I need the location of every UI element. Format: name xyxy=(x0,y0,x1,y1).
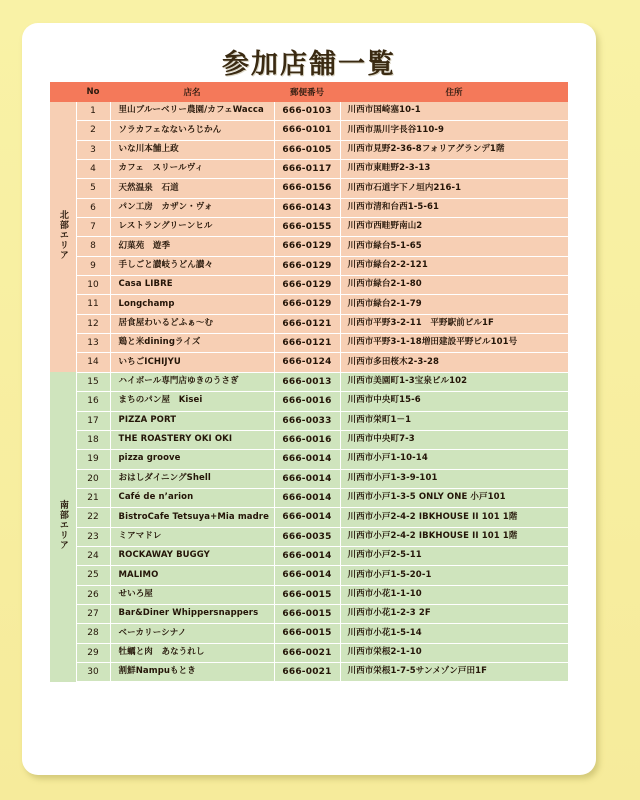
cell-no: 1 xyxy=(76,102,110,121)
cell-zip: 666-0124 xyxy=(274,353,340,372)
table-row xyxy=(50,160,568,179)
cell-no: 2 xyxy=(76,121,110,140)
cell-no: 10 xyxy=(76,276,110,295)
area-label-cell-north xyxy=(50,102,76,372)
cell-zip: 666-0143 xyxy=(274,198,340,217)
table-row xyxy=(50,604,568,623)
cell-name: PIZZA PORT xyxy=(110,411,274,430)
cell-address: 川西市小戸1-3-5 ONLY ONE 小戸101 xyxy=(340,488,568,507)
cell-no: 4 xyxy=(76,160,110,179)
cell-no: 21 xyxy=(76,488,110,507)
cell-zip: 666-0021 xyxy=(274,643,340,662)
table-header xyxy=(50,82,568,102)
area-label-text: 北部エリア xyxy=(57,210,68,261)
column-header-no: No xyxy=(76,82,110,102)
cell-address: 川西市見野2-36-8フォリアグランデ1階 xyxy=(340,140,568,159)
table-row xyxy=(50,198,568,217)
cell-name: Casa LIBRE xyxy=(110,276,274,295)
table-row xyxy=(50,585,568,604)
cell-name: THE ROASTERY OKI OKI xyxy=(110,430,274,449)
cell-no: 30 xyxy=(76,662,110,681)
table-body xyxy=(50,102,568,682)
table-row xyxy=(50,624,568,643)
cell-no: 14 xyxy=(76,353,110,372)
cell-name: ベーカリーシナノ xyxy=(110,624,274,643)
cell-address: 川西市中央町15-6 xyxy=(340,392,568,411)
cell-name: MALIMO xyxy=(110,566,274,585)
column-header-area xyxy=(50,82,76,102)
cell-zip: 666-0121 xyxy=(274,314,340,333)
cell-name: BistroCafe Tetsuya+Mia madre xyxy=(110,508,274,527)
table-row xyxy=(50,295,568,314)
cell-zip: 666-0015 xyxy=(274,624,340,643)
cell-zip: 666-0021 xyxy=(274,662,340,681)
area-label-cell-south xyxy=(50,372,76,682)
cell-no: 7 xyxy=(76,218,110,237)
cell-name: 割鮮Nampuもとき xyxy=(110,662,274,681)
cell-name: おはしダイニングShell xyxy=(110,469,274,488)
cell-no: 17 xyxy=(76,411,110,430)
cell-no: 27 xyxy=(76,604,110,623)
cell-address: 川西市多田桜木2-3-28 xyxy=(340,353,568,372)
cell-address: 川西市平野3-1-18増田建設平野ビル101号 xyxy=(340,334,568,353)
cell-no: 8 xyxy=(76,237,110,256)
store-table xyxy=(50,82,568,682)
cell-name: Café de n’arion xyxy=(110,488,274,507)
cell-no: 3 xyxy=(76,140,110,159)
cell-name: ROCKAWAY BUGGY xyxy=(110,546,274,565)
cell-zip: 666-0129 xyxy=(274,295,340,314)
cell-address: 川西市小花1-2-3 2F xyxy=(340,604,568,623)
cell-name: カフェ スリールヴィ xyxy=(110,160,274,179)
cell-zip: 666-0155 xyxy=(274,218,340,237)
table-row xyxy=(50,334,568,353)
cell-name: ハイボール専門店ゆきのうさぎ xyxy=(110,372,274,391)
cell-name: Longchamp xyxy=(110,295,274,314)
cell-address: 川西市平野3-2-11 平野駅前ビル1F xyxy=(340,314,568,333)
cell-address: 川西市西畦野南山2 xyxy=(340,218,568,237)
cell-zip: 666-0014 xyxy=(274,450,340,469)
table-row xyxy=(50,469,568,488)
cell-zip: 666-0129 xyxy=(274,237,340,256)
cell-zip: 666-0156 xyxy=(274,179,340,198)
table-row xyxy=(50,372,568,391)
cell-zip: 666-0014 xyxy=(274,566,340,585)
cell-address: 川西市美園町1-3宝泉ビル102 xyxy=(340,372,568,391)
cell-no: 23 xyxy=(76,527,110,546)
cell-address: 川西市栄根1-7-5サンメゾン戸田1F xyxy=(340,662,568,681)
table-row xyxy=(50,102,568,121)
cell-no: 20 xyxy=(76,469,110,488)
cell-zip: 666-0014 xyxy=(274,488,340,507)
cell-name: レストラングリーンヒル xyxy=(110,218,274,237)
table-row xyxy=(50,430,568,449)
table-row xyxy=(50,566,568,585)
cell-address: 川西市小戸2-5-11 xyxy=(340,546,568,565)
cell-name: 里山ブルーベリー農園/カフェWacca xyxy=(110,102,274,121)
table-row xyxy=(50,314,568,333)
table-row xyxy=(50,276,568,295)
cell-zip: 666-0013 xyxy=(274,372,340,391)
table-header-row xyxy=(50,82,568,102)
store-table-container xyxy=(50,82,568,682)
cell-address: 川西市栄町1－1 xyxy=(340,411,568,430)
table-row xyxy=(50,508,568,527)
cell-name: 牡蠣と肉 あなうれし xyxy=(110,643,274,662)
cell-name: 天然温泉 石道 xyxy=(110,179,274,198)
cell-no: 15 xyxy=(76,372,110,391)
cell-address: 川西市黒川字長谷110-9 xyxy=(340,121,568,140)
cell-zip: 666-0016 xyxy=(274,392,340,411)
cell-address: 川西市小花1-1-10 xyxy=(340,585,568,604)
cell-address: 川西市小戸1-5-20-1 xyxy=(340,566,568,585)
cell-zip: 666-0015 xyxy=(274,585,340,604)
cell-zip: 666-0103 xyxy=(274,102,340,121)
cell-zip: 666-0014 xyxy=(274,508,340,527)
cell-name: ソラカフェなないろじかん xyxy=(110,121,274,140)
cell-zip: 666-0033 xyxy=(274,411,340,430)
cell-address: 川西市石道字下ノ垣内216-1 xyxy=(340,179,568,198)
cell-zip: 666-0035 xyxy=(274,527,340,546)
table-row xyxy=(50,411,568,430)
cell-address: 川西市小戸1-10-14 xyxy=(340,450,568,469)
cell-name: いちごICHIJYU xyxy=(110,353,274,372)
page-title: 参加店舗一覧 xyxy=(222,49,396,80)
cell-no: 5 xyxy=(76,179,110,198)
table-row xyxy=(50,392,568,411)
column-header-zip: 郵便番号 xyxy=(274,82,340,102)
cell-no: 28 xyxy=(76,624,110,643)
cell-name: 手しごと讃岐うどん讃々 xyxy=(110,256,274,275)
cell-no: 24 xyxy=(76,546,110,565)
cell-zip: 666-0121 xyxy=(274,334,340,353)
column-header-address: 住所 xyxy=(340,82,568,102)
table-row xyxy=(50,488,568,507)
cell-address: 川西市東畦野2-3-13 xyxy=(340,160,568,179)
table-row xyxy=(50,218,568,237)
table-row xyxy=(50,546,568,565)
cell-zip: 666-0129 xyxy=(274,256,340,275)
cell-zip: 666-0117 xyxy=(274,160,340,179)
cell-zip: 666-0101 xyxy=(274,121,340,140)
table-row xyxy=(50,237,568,256)
cell-no: 18 xyxy=(76,430,110,449)
cell-name: 居食屋わいるどふぁ〜む xyxy=(110,314,274,333)
cell-no: 13 xyxy=(76,334,110,353)
cell-no: 16 xyxy=(76,392,110,411)
cell-address: 川西市小花1-5-14 xyxy=(340,624,568,643)
column-header-name: 店名 xyxy=(110,82,274,102)
cell-no: 9 xyxy=(76,256,110,275)
cell-name: 鶏と米diningライズ xyxy=(110,334,274,353)
cell-name: Bar&Diner Whippersnappers xyxy=(110,604,274,623)
cell-zip: 666-0105 xyxy=(274,140,340,159)
cell-no: 12 xyxy=(76,314,110,333)
cell-no: 29 xyxy=(76,643,110,662)
cell-no: 6 xyxy=(76,198,110,217)
table-row xyxy=(50,643,568,662)
table-row xyxy=(50,450,568,469)
cell-address: 川西市緑台2-2-121 xyxy=(340,256,568,275)
table-row xyxy=(50,662,568,681)
cell-address: 川西市栄根2-1-10 xyxy=(340,643,568,662)
table-row xyxy=(50,140,568,159)
cell-name: ミアマドレ xyxy=(110,527,274,546)
cell-no: 25 xyxy=(76,566,110,585)
cell-zip: 666-0016 xyxy=(274,430,340,449)
table-row xyxy=(50,353,568,372)
table-row xyxy=(50,256,568,275)
table-row xyxy=(50,121,568,140)
cell-zip: 666-0129 xyxy=(274,276,340,295)
cell-no: 11 xyxy=(76,295,110,314)
cell-address: 川西市中央町7-3 xyxy=(340,430,568,449)
cell-zip: 666-0014 xyxy=(274,546,340,565)
cell-no: 26 xyxy=(76,585,110,604)
cell-address: 川西市緑台2-1-79 xyxy=(340,295,568,314)
cell-name: まちのパン屋 Kisei xyxy=(110,392,274,411)
cell-address: 川西市緑台2-1-80 xyxy=(340,276,568,295)
cell-address: 川西市清和台西1-5-61 xyxy=(340,198,568,217)
cell-address: 川西市小戸2-4-2 IBKHOUSE II 101 1階 xyxy=(340,508,568,527)
table-row xyxy=(50,527,568,546)
cell-zip: 666-0014 xyxy=(274,469,340,488)
cell-name: パン工房 カザン・ヴォ xyxy=(110,198,274,217)
cell-address: 川西市小戸1-3-9-101 xyxy=(340,469,568,488)
cell-zip: 666-0015 xyxy=(274,604,340,623)
cell-name: 幻菓苑 遊季 xyxy=(110,237,274,256)
content-card xyxy=(22,23,596,775)
cell-no: 19 xyxy=(76,450,110,469)
cell-address: 川西市国崎塞10-1 xyxy=(340,102,568,121)
area-label-text: 南部エリア xyxy=(57,500,68,551)
cell-no: 22 xyxy=(76,508,110,527)
table-row xyxy=(50,179,568,198)
cell-name: いな川本舗上政 xyxy=(110,140,274,159)
cell-address: 川西市緑台5-1-65 xyxy=(340,237,568,256)
cell-name: せいろ屋 xyxy=(110,585,274,604)
cell-address: 川西市小戸2-4-2 IBKHOUSE II 101 1階 xyxy=(340,527,568,546)
cell-name: pizza groove xyxy=(110,450,274,469)
